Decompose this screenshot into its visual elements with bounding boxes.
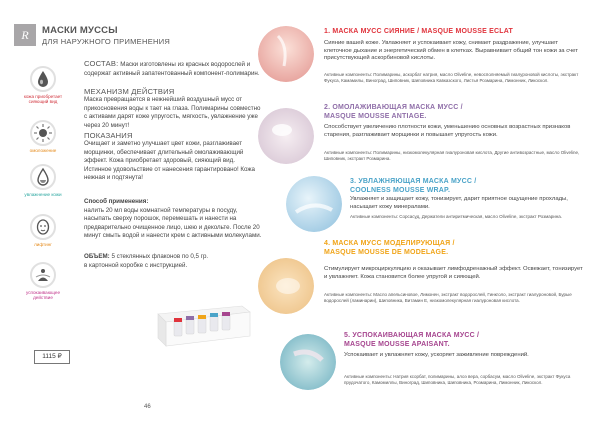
product-2-description: Способствует увеличению плотности кожи, уменьшению основных возрастных признаков старения, разглаживает морщинки и повышает упругость кожи. xyxy=(324,124,571,138)
price-tag: 1115 ₽ xyxy=(34,350,70,364)
drop-icon xyxy=(30,66,56,92)
benefit-label: лифтинг xyxy=(34,242,52,247)
volume-text: 5 стеклянных флаконов по 0,5 гр. xyxy=(111,253,209,260)
benefit-label: омоложение xyxy=(29,148,57,153)
product-4-description: Стимулирует микроциркуляцию и оказывает лимфодренажный эффект. Освежает, тонизирует и увлажняет. Кожа становится более упругой и сияющей. xyxy=(324,266,583,280)
volume-label: ОБЪЕМ: xyxy=(84,253,110,260)
calm-icon xyxy=(30,262,56,288)
mechanism-section xyxy=(84,88,264,130)
page-number: 46 xyxy=(144,404,151,410)
brand-logo: R xyxy=(14,24,36,46)
product-box-image xyxy=(152,300,252,352)
page-subtitle: ДЛЯ НАРУЖНОГО ПРИМЕНЕНИЯ xyxy=(42,37,171,46)
sun-icon xyxy=(30,120,56,146)
indications-section xyxy=(84,132,264,183)
benefit-radiance xyxy=(18,66,68,105)
product-photo-2 xyxy=(258,108,314,164)
benefit-label: увлажнение кожи xyxy=(24,192,62,197)
product-1-actives: Активные компоненты: Полимарины, аскорбат натрия, масло Oliveline, невосполняемый гиалуроновой кислоты, экстракт Фукуса, Камамилы, Виноград, Шиповник, Шиповника Кавказского, Листья Розмарина, Лимонник, Ликоскол. xyxy=(324,72,579,83)
product-5-actives: Активные компоненты: Натрия ксорбат, полимарины, алоэ вера, сорбасум, масло Oliveline, экстракт Фукуса прудочатого, Камомиллы, Виноград, Шиповника, Шиповника, Розмарина, Лимонник, Ликоскол. xyxy=(344,374,571,385)
water-drop-icon xyxy=(30,164,56,190)
benefit-rejuvenation xyxy=(18,120,68,153)
benefit-hydration xyxy=(18,164,68,197)
product-photo-5 xyxy=(280,334,336,390)
usage-text: налить 20 мл воды комнатной температуры в посуду, насыпать сверху порошок, перемешать и нанести на предварительно очищенное лицо, шею и декольте. После 20 минут смыть водой и нанести крем с активными молекулами. xyxy=(84,206,262,239)
benefit-label: успокаивающее действие xyxy=(25,290,61,301)
product-2-actives: Активные компоненты: Полимарины, низкомолекулярная гиалуроновая кислота, Другие антивозрастные, масло Oliveline, Шиповник, экстракт Розмарина. xyxy=(324,150,580,161)
product-photo-3 xyxy=(286,176,342,232)
composition-section xyxy=(84,60,264,78)
indications-heading: ПОКАЗАНИЯ xyxy=(84,131,133,140)
product-5-description: Успокаивает и увлажняет кожу, ускоряет заживление повреждений. xyxy=(344,352,529,358)
usage-section xyxy=(84,198,264,241)
usage-heading: Способ применения: xyxy=(84,198,149,205)
product-4-actives: Активные компоненты: Масло апельсиновое, Лимонен, экстракт водорослей, Гинкголо, экстракт гиалуроновой, Бурые водорослей (ламинарии), Шиповника, Витамин Е, низкомолекулярная гиалуроновая кислота. xyxy=(324,292,572,303)
volume-text-2: в картонной коробке с инструкцией. xyxy=(84,261,188,269)
product-2-title: 2. ОМОЛАЖИВАЮЩАЯ МАСКА МУСС / MASQUE MOUSSE ANTIAGE. xyxy=(324,104,463,120)
indications-text: Очищает и заметно улучшает цвет кожи, разглаживает морщинки, обеспечивает длительный омолаживающий эффект. Кожа приобретает здоровый, сияющий вид. Истинное удовольствие от нанесения гарантировано! Кожа нежная и подтянута! xyxy=(84,140,255,182)
product-1-title: 1. МАСКА МУСС СИЯНИЕ / MASQUE MOUSSE ECLAT xyxy=(324,28,513,35)
product-3-title: 3. УВЛАЖНЯЮЩАЯ МАСКА МУСС / COOLNESS MOUSSE WRAP. xyxy=(350,178,477,194)
product-photo-4 xyxy=(258,258,314,314)
product-3-actives: Активные компоненты: Сорсасуд, Держатели антиритмическая, масло Oliveline, экстракт Розмарина. xyxy=(350,214,563,219)
product-4-title: 4. МАСКА МУСС МОДЕЛИРУЮЩАЯ / MASQUE MOUSSE DE MODELAGE. xyxy=(324,240,455,256)
benefit-soothing xyxy=(18,262,68,301)
mechanism-text: Маска превращается в нежнейший воздушный мусс от прикосновения воды к тает на глаза. Полимарины совместно с активами дарят коже упругость, мягкость, увлажнение уже через 20 минут! xyxy=(84,96,261,129)
mechanism-heading: МЕХАНИЗМ ДЕЙСТВИЯ xyxy=(84,87,175,96)
composition-text: Маски изготовлены из красных водорослей и содержат активный запатентованный компонент-полимарин. xyxy=(84,61,260,77)
page-title: МАСКИ МУССЫ xyxy=(42,25,118,36)
composition-heading: СОСТАВ: xyxy=(84,59,119,68)
benefit-lifting xyxy=(18,214,68,247)
product-1-description: Сияние вашей коже. Увлажняет и успокаивает кожу, снимает раздражение, улучшает клеточное дыхание и энергетический обмен в клетках. Выравнивает общий тон кожи за счет присутствующей аскорбиновой кислоты. xyxy=(324,40,578,62)
product-5-title: 5. УСПОКАИВАЮЩАЯ МАСКА МУСС / MASQUE MOUSSE APAISANT. xyxy=(344,332,480,348)
face-mask-icon xyxy=(30,214,56,240)
product-photo-1 xyxy=(258,26,314,82)
volume-section xyxy=(84,253,264,270)
benefit-label: кожа приобретает сияющий вид xyxy=(23,94,63,105)
product-3-description: Увлажняет и защищает кожу, тонизирует, дарит приятное ощущение прохлады, насыщает кожу минералами. xyxy=(350,196,568,210)
